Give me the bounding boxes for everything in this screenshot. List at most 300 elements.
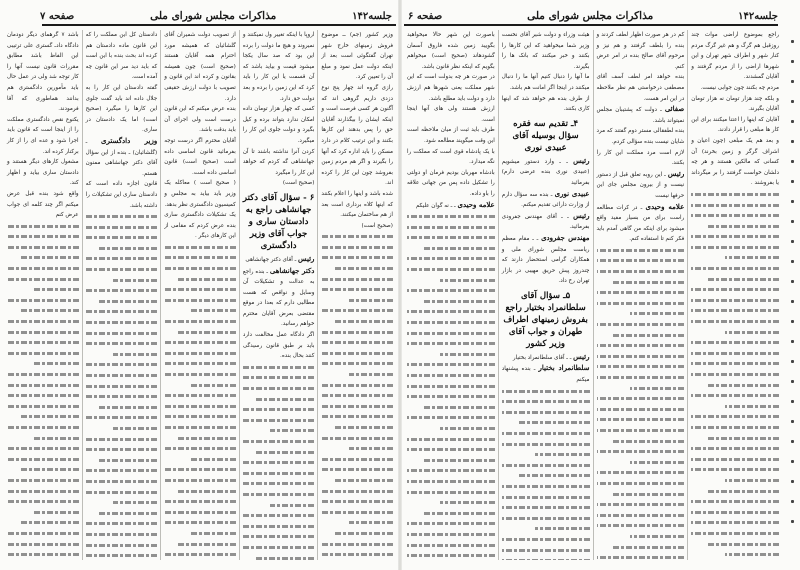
scanned-text-line bbox=[407, 455, 495, 466]
scanned-text-line bbox=[164, 433, 236, 444]
scanned-text-line bbox=[321, 305, 393, 316]
scanned-text-line bbox=[164, 528, 236, 539]
body-paragraph: هیئت وزراء و دولت شیر آقای نخست وزیر شما میخواهید که این کارها را بکنند و خبر میکنند که بانک ها را بگیرند. bbox=[501, 32, 590, 70]
scanned-text-line bbox=[86, 529, 158, 540]
scanned-text-line bbox=[407, 402, 495, 413]
body-paragraph: شده باشد و اینها را اعلام بکنند که اینها کلاه برداری است بعد از هم ساختمان میکنند. bbox=[321, 190, 393, 219]
scanned-text-line bbox=[597, 383, 685, 394]
scanned-text-line bbox=[691, 305, 779, 316]
scanned-text-line bbox=[321, 348, 393, 359]
scanned-text-line bbox=[321, 390, 393, 401]
scanned-text-line bbox=[597, 446, 685, 457]
text-column bbox=[161, 30, 240, 560]
speech-text: دولت که پشتیبان مجلس نمیتواند باشد. bbox=[596, 107, 685, 124]
scanned-text-line bbox=[243, 468, 315, 479]
scanned-text-line bbox=[164, 305, 236, 316]
body-paragraph: بنده خواهد امر لطف آسف آقای مصطفی درخواستی هم نظر ملاحظه در این امر هست. bbox=[596, 74, 685, 102]
body-paragraph: اگر دادگاه عمل مخالفت دارد باید بر طبق قانون رسیدگی کنند بحال بنده. bbox=[242, 332, 315, 360]
scanned-text-line bbox=[164, 242, 236, 253]
scanned-text-line bbox=[7, 221, 79, 232]
scanned-text-line bbox=[164, 390, 236, 401]
scanned-text-line bbox=[597, 414, 685, 425]
speech-paragraph bbox=[243, 266, 315, 331]
scanned-text-line bbox=[502, 523, 590, 534]
scanned-text-line bbox=[7, 231, 79, 242]
scanned-text-line bbox=[321, 380, 393, 391]
scanned-text-line bbox=[407, 222, 495, 233]
scanned-text-line bbox=[164, 411, 236, 422]
scanned-text-line bbox=[597, 489, 685, 500]
scanned-text-line bbox=[164, 327, 236, 338]
scanned-text-line bbox=[7, 380, 79, 391]
speech-text: بنده پیشنهاد میکنم bbox=[501, 366, 590, 384]
scanned-text-line bbox=[164, 443, 236, 454]
scanned-text-line bbox=[164, 284, 236, 295]
scanned-text-line bbox=[243, 436, 315, 447]
speech-text: بنده راجع به عدالت و تشکیلات آن وسایل و نواقص که هست مطالبی دارم که بعدا در موقع مقتضی بعرض آقایان محترم خواهم رسانید. bbox=[242, 268, 315, 328]
section-heading: ۴ـ تقدیم سه فقره سؤال بوسیله آقای عبیدی نوری bbox=[512, 118, 579, 153]
scanned-text-line bbox=[7, 295, 79, 306]
speech-text: آقای دکتر جهانشاهی bbox=[245, 256, 293, 263]
body-paragraph: بنده عرض میکنم که این قانون درست است ولی اجرای آن باید بدقت باشد. bbox=[164, 106, 236, 134]
scanned-text-line bbox=[86, 285, 158, 296]
scanned-text-line bbox=[597, 308, 685, 319]
scanned-text-line bbox=[691, 549, 779, 560]
scanned-text-line bbox=[597, 372, 685, 383]
scanned-text-line bbox=[7, 252, 79, 263]
page-header bbox=[40, 6, 392, 22]
scanned-text-line bbox=[243, 383, 315, 394]
body-paragraph: گفته دادستان این کار را به جلال داده اند باید گفت جلوی این کارها را میگیرد (صحیح است) اما یک دادستان در ساری. bbox=[85, 84, 158, 134]
body-paragraph: واقع شود بنده قبل عرض میکنم اگر چند کلمه ای جواب عرض کنم bbox=[7, 190, 79, 219]
scanned-text-line bbox=[407, 328, 495, 339]
body-paragraph: بادشاه مهربان بودیم فرمان او دولتی را تشکیل داده پس من جهانی علاقه را باو داده. bbox=[407, 169, 495, 197]
text-columns bbox=[4, 30, 396, 560]
scanned-text-line bbox=[243, 553, 315, 560]
speaker-separator: ـ bbox=[530, 366, 539, 373]
scanned-text-line bbox=[321, 528, 393, 539]
scanned-text-line bbox=[691, 316, 779, 327]
scanned-text-line bbox=[597, 255, 685, 266]
scanned-text-line bbox=[502, 417, 590, 428]
scanned-text-line bbox=[321, 242, 393, 253]
speaker-name: عبیدی نوری bbox=[554, 188, 590, 198]
text-column bbox=[688, 30, 782, 560]
body-paragraph: بنده لطفقالی مستر دوم گفتند که مرد شایان نیست بنده سؤالی کردم. bbox=[596, 128, 685, 145]
session-label: جلسه۱۴۲ bbox=[352, 11, 392, 22]
scanned-text-line bbox=[86, 359, 158, 370]
body-paragraph: و بلکه چند هزار تومان نه هزار تومان آقایان بگیرند. bbox=[691, 95, 779, 113]
section-heading: ۵ـ سؤال آقای سلطانمراد بختیار راجع بفروش زمینهای اطراف طهران و جواب آقای وزیر کشور bbox=[503, 290, 588, 349]
scanned-text-line bbox=[691, 539, 779, 550]
speaker-name: صفائی bbox=[664, 104, 685, 114]
scanned-text-line bbox=[407, 529, 495, 540]
session-label: جلسه۱۴۲ bbox=[738, 11, 778, 22]
speech-text: ـ آقای مهندس جفرودی بفرمائید. bbox=[501, 213, 590, 231]
scanned-text-line bbox=[243, 478, 315, 489]
speaker-name: سلطانمراد بختیار bbox=[538, 363, 590, 373]
scanned-text-line bbox=[86, 465, 158, 476]
body-paragraph: یک تشکیلات دادگستری ساری بنده عرض کردم که مقامی از این کارهای دیگر . bbox=[164, 212, 236, 240]
scanned-text-line bbox=[243, 425, 315, 436]
page-header bbox=[408, 6, 778, 22]
speaker-separator: ـ bbox=[637, 204, 646, 211]
scanned-text-line bbox=[691, 464, 779, 475]
body-paragraph: از تصویب دولت شمیران آقای گلشائیان که همیشه مورد احترام همه آقایان هستند (صحیح است) چون همیشه بقانون و کرده اند این قانون و تصویب با دولت ارزش حقیقی دارد. bbox=[164, 32, 236, 102]
scanned-text-line bbox=[321, 433, 393, 444]
scanned-text-line bbox=[86, 518, 158, 529]
scanned-text-line bbox=[243, 489, 315, 500]
scanned-text-line bbox=[691, 263, 779, 274]
scanned-text-line bbox=[164, 517, 236, 528]
scanned-text-line bbox=[691, 358, 779, 369]
scanned-text-line bbox=[164, 422, 236, 433]
scanned-text-line bbox=[164, 464, 236, 475]
speaker-separator: ـ bbox=[656, 107, 665, 114]
binding-edge-marks bbox=[788, 40, 794, 550]
scanned-text-line bbox=[86, 370, 158, 381]
scanned-text-line bbox=[321, 507, 393, 518]
body-paragraph: وزیر کشور (جم) ــ موضوع فروش زمینهای خارج شهر تهران گفتگوئی است بعد از اینکه دولت عمل نمود و مبلغ آن را تعیین کرد. bbox=[321, 32, 393, 81]
scanned-text-line bbox=[86, 444, 158, 455]
speech-paragraph bbox=[597, 104, 685, 126]
body-paragraph: طرف باید ثبت از میان ملاحظه است این وقت میگویند مطالعه شود. bbox=[407, 127, 495, 144]
body-paragraph: کم در هر صورت اظهار لطف کردند و بنده را بلطف گرفتند و هم نیز و مرحوم آقای صالح بنده در امر عرض کنم. bbox=[596, 32, 685, 70]
scanned-text-line bbox=[502, 545, 590, 556]
header-rule bbox=[404, 24, 778, 26]
speech-text: ـ مقام معظم ریاست مجلس شورای ملی و همکاران گرامی استحضار دارند که چندروز پیش حریق مهیبی در بازار تهران رخ داد. bbox=[501, 235, 590, 285]
speech-paragraph bbox=[243, 254, 315, 266]
scanned-text-line bbox=[7, 242, 79, 253]
scanned-text-line bbox=[7, 528, 79, 539]
speech-text: این روبه تعلق قبل از دستور نیست و از بیرون مجلس جای این حرفها نیست bbox=[596, 171, 685, 199]
text-columns bbox=[404, 30, 782, 560]
scanned-text-line bbox=[597, 287, 685, 298]
scanned-text-line bbox=[86, 550, 158, 560]
scanned-text-line bbox=[7, 305, 79, 316]
speaker-separator: ـ bbox=[85, 138, 102, 145]
scanned-text-line bbox=[321, 263, 393, 274]
scanned-text-line bbox=[407, 540, 495, 551]
speaker-name: علامه وحیدی bbox=[457, 199, 495, 209]
speaker-separator: ـ bbox=[560, 158, 574, 165]
scanned-text-line bbox=[86, 540, 158, 551]
text-column bbox=[240, 30, 319, 560]
scanned-text-line bbox=[321, 454, 393, 465]
text-column bbox=[318, 30, 396, 560]
body-paragraph: آقایان محترم اگر درست توجه بفرمائید قانون اساسی داده است (صحیح است) قانون اساسی داده است. bbox=[164, 137, 236, 176]
scanned-text-line bbox=[407, 434, 495, 445]
scanned-text-line bbox=[597, 266, 685, 277]
text-column bbox=[4, 30, 83, 560]
scanned-text-line bbox=[164, 539, 236, 550]
scanned-text-line bbox=[321, 358, 393, 369]
scanned-text-line bbox=[86, 232, 158, 243]
scanned-text-line bbox=[597, 361, 685, 372]
scanned-text-line bbox=[321, 295, 393, 306]
speaker-name: رئیس bbox=[573, 210, 590, 220]
scanned-text-line bbox=[321, 517, 393, 528]
scanned-text-line bbox=[7, 433, 79, 444]
scanned-text-line bbox=[164, 549, 236, 560]
scanned-text-line bbox=[502, 470, 590, 481]
scanned-text-line bbox=[321, 486, 393, 497]
scanned-text-line bbox=[7, 327, 79, 338]
body-paragraph: دادستان کل این مملکت را که این قانون ماده دادستان هم کرده اند بحث بنده با این است که باید دید سر این قانون چه آمده است. bbox=[85, 32, 158, 81]
speaker-name: رئیس bbox=[298, 253, 315, 263]
scanned-text-line bbox=[164, 496, 236, 507]
scanned-text-line bbox=[691, 443, 779, 454]
scanned-text-line bbox=[7, 454, 79, 465]
scanned-text-line bbox=[7, 539, 79, 550]
speaker-name: مهندس جفرودی bbox=[541, 232, 590, 242]
scanned-text-line bbox=[691, 284, 779, 295]
speaker-name: دکتر جهانشاهی bbox=[269, 265, 315, 275]
scanned-text-line bbox=[86, 476, 158, 487]
scanned-text-line bbox=[86, 455, 158, 466]
body-paragraph: مشغول کارهای دیگر هستند و دادستان ساری بیاید و اظهار کند. bbox=[7, 159, 79, 187]
scanned-text-line bbox=[691, 380, 779, 391]
speech-paragraph bbox=[407, 200, 495, 212]
speech-text: ـ وارد دستور میشویم (عبیدی نوری بنده عرضی دارم) بفرمائید bbox=[501, 158, 590, 186]
scanned-text-line bbox=[86, 412, 158, 423]
scanned-text-line bbox=[7, 486, 79, 497]
scanned-text-line bbox=[407, 497, 495, 508]
scanned-text-line bbox=[407, 381, 495, 392]
scanned-text-line bbox=[691, 210, 779, 221]
scanned-text-line bbox=[502, 513, 590, 524]
scanned-text-line bbox=[321, 274, 393, 285]
scanned-text-line bbox=[691, 454, 779, 465]
scanned-text-line bbox=[7, 475, 79, 486]
scanned-text-line bbox=[407, 296, 495, 307]
speaker-separator: ـ bbox=[264, 268, 270, 275]
scanned-text-line bbox=[164, 401, 236, 412]
scanned-text-line bbox=[597, 404, 685, 415]
scanned-text-line bbox=[597, 436, 685, 447]
scanned-text-line bbox=[407, 508, 495, 519]
scanned-text-line bbox=[86, 381, 158, 392]
scanned-text-line bbox=[86, 402, 158, 413]
scanned-text-line bbox=[164, 263, 236, 274]
scanned-text-line bbox=[407, 275, 495, 286]
body-paragraph: (صحیح است) bbox=[361, 222, 393, 229]
scanned-text-line bbox=[407, 317, 495, 328]
speech-text: در کرات مطالعه راست برای من بسیار مفید واقع میشود برای اینکه من گاهی آمدم باید فکر کنم تا استفاده کنم. bbox=[596, 204, 685, 243]
scanned-text-line bbox=[597, 340, 685, 351]
scanned-text-line bbox=[86, 253, 158, 264]
scanned-text-line bbox=[407, 232, 495, 243]
scanned-text-line bbox=[407, 253, 495, 264]
scanned-text-line bbox=[502, 428, 590, 439]
scanned-text-line bbox=[691, 517, 779, 528]
scanned-text-line bbox=[407, 412, 495, 423]
speech-paragraph bbox=[502, 189, 590, 211]
body-paragraph: آقایان که اینها را اعتنا میکنند برای این کار ها مبلغی را قرار دادند. bbox=[691, 116, 779, 134]
text-column bbox=[594, 30, 689, 560]
scanned-text-line bbox=[321, 496, 393, 507]
scanned-text-line bbox=[86, 243, 158, 254]
scanned-text-line bbox=[164, 486, 236, 497]
speech-paragraph bbox=[597, 202, 685, 245]
scanned-text-line bbox=[691, 433, 779, 444]
speaker-name: رئیس bbox=[573, 155, 590, 165]
scanned-text-line bbox=[407, 285, 495, 296]
scanned-text-line bbox=[243, 521, 315, 532]
scanned-text-line bbox=[597, 393, 685, 404]
speech-paragraph bbox=[597, 169, 685, 202]
scanned-text-line bbox=[321, 401, 393, 412]
body-paragraph: از طرف بنده هم خواهد شد که اینها کاری بکنند. bbox=[501, 95, 590, 113]
scanned-text-line bbox=[597, 478, 685, 489]
body-paragraph: قانون اجازه داده است که دادستان ساری این تشکیلات را داشته باشد. bbox=[85, 181, 158, 209]
scanned-text-line bbox=[321, 422, 393, 433]
text-column bbox=[499, 30, 594, 560]
scanned-text-line bbox=[502, 502, 590, 513]
scanned-text-line bbox=[243, 531, 315, 542]
body-paragraph: مردم چه بکنند چون جوابی نیست. bbox=[700, 84, 779, 91]
speech-paragraph bbox=[502, 352, 590, 364]
body-paragraph: ما آنها را دنبال کنیم آنها ما را دنبال میکنند در اینجا اگر امانت هم باشد. bbox=[501, 74, 590, 91]
scanned-text-line bbox=[691, 422, 779, 433]
scanned-text-line bbox=[691, 390, 779, 401]
scanned-text-line bbox=[243, 457, 315, 468]
speaker-name: وزیر دادگستری bbox=[101, 135, 158, 145]
body-paragraph: یکنوع نقص دادگستری مملکت را از اینجا است که قانون باید اجرا شود و عده ای را از کار برکنار کرده اند. bbox=[7, 116, 79, 155]
scanned-text-line bbox=[691, 189, 779, 200]
scanned-text-line bbox=[86, 434, 158, 445]
body-paragraph: در صورت هر چه بدولت است که این شهر مملکت یعنی شهرها هم ارزش دارد و دولت باید مطلع باشد. bbox=[407, 74, 495, 102]
body-paragraph: ( صحیح است ) معاکله یک وزیر باید بیاید به مجلس و کمیسیون دادگستری نظر بدهد. bbox=[164, 180, 236, 208]
scanned-text-line bbox=[164, 358, 236, 369]
speech-text: (گلشائیان) ـ بنده از این سؤال آقای دکتر جهانشاهی ممنون هستم. bbox=[85, 149, 158, 177]
body-paragraph: (صحیح است) bbox=[282, 180, 315, 187]
speaker-name: رئیس bbox=[667, 168, 685, 178]
speaker-separator: ـ bbox=[567, 354, 574, 361]
scanned-text-line bbox=[243, 415, 315, 426]
body-paragraph: ارزش هستند ولی های آنها اینجا است. bbox=[407, 106, 495, 123]
body-paragraph: راجع بموضوع اراضی موات چند روزقبل هم گرگ و هم غیر گرگ مردم کنار شهر و اطراف شهر تهران و این شهرها اراضی را از مردم گرفتند و آقایان گمشدند. bbox=[691, 32, 779, 81]
scanned-text-line bbox=[691, 401, 779, 412]
section-heading: ۶ - سؤال آقای دکتر جهانشاهی راجع به دادستان ساری و جواب آقای وزیر دادگستری bbox=[242, 192, 315, 251]
scanned-text-line bbox=[7, 369, 79, 380]
scanned-text-line bbox=[691, 274, 779, 285]
scanned-text-line bbox=[86, 338, 158, 349]
scanned-text-line bbox=[407, 243, 495, 254]
speaker-separator: ـ bbox=[562, 213, 574, 220]
scanned-text-line bbox=[86, 306, 158, 317]
scanned-text-line bbox=[7, 274, 79, 285]
scanned-text-line bbox=[7, 263, 79, 274]
scanned-text-line bbox=[597, 277, 685, 288]
scanned-text-line bbox=[407, 465, 495, 476]
scanned-text-line bbox=[597, 351, 685, 362]
scanned-text-line bbox=[7, 549, 79, 560]
speech-paragraph bbox=[502, 156, 590, 189]
scanned-text-line bbox=[691, 327, 779, 338]
scanned-text-line bbox=[502, 481, 590, 492]
scanned-text-line bbox=[243, 404, 315, 415]
scanned-text-line bbox=[597, 245, 685, 256]
scanned-text-line bbox=[321, 284, 393, 295]
scanned-text-line bbox=[7, 348, 79, 359]
scanned-text-line bbox=[7, 443, 79, 454]
scanned-text-line bbox=[7, 284, 79, 295]
scanned-text-line bbox=[597, 531, 685, 542]
scanned-text-line bbox=[691, 252, 779, 263]
scanned-text-line bbox=[597, 542, 685, 553]
scanned-text-line bbox=[86, 497, 158, 508]
scanned-text-line bbox=[407, 391, 495, 402]
scanned-text-line bbox=[86, 328, 158, 339]
publication-title: مذاکرات مجلس شورای ملی bbox=[527, 10, 654, 22]
body-paragraph: اروپا با اینکه تغییر ول نمیکنند و نمیروند و هیچ ما دولت را برده این بود که صد سال یکجا میشود قیمت و بیاید باشد که آن قسمت یا این کار را باید کرد که این زمین را برده و بعد دولت حق دارد. bbox=[242, 32, 315, 102]
scanned-text-line bbox=[86, 211, 158, 222]
scanned-text-line bbox=[691, 528, 779, 539]
scanned-text-line bbox=[691, 486, 779, 497]
scanned-text-line bbox=[691, 221, 779, 232]
scanned-text-line bbox=[597, 457, 685, 468]
scanned-text-line bbox=[597, 510, 685, 521]
scanned-text-line bbox=[691, 337, 779, 348]
scanned-text-line bbox=[502, 386, 590, 397]
speech-paragraph bbox=[502, 233, 590, 287]
scanned-text-line bbox=[7, 422, 79, 433]
scanned-text-line bbox=[321, 411, 393, 422]
body-paragraph: با یک پادشاه قوی است که مملکت را نگه میدارد. bbox=[407, 148, 495, 166]
scanned-text-line bbox=[407, 349, 495, 360]
scanned-text-line bbox=[86, 296, 158, 307]
scanned-text-line bbox=[502, 396, 590, 407]
scanned-text-line bbox=[86, 275, 158, 286]
scanned-text-line bbox=[243, 510, 315, 521]
scanned-text-line bbox=[597, 330, 685, 341]
scanned-text-line bbox=[86, 222, 158, 233]
scanned-text-line bbox=[86, 349, 158, 360]
scanned-text-line bbox=[7, 358, 79, 369]
scanned-text-line bbox=[86, 317, 158, 328]
page-number: صفحه ۶ bbox=[408, 11, 443, 22]
body-paragraph: رازی گروه اند چهار پنج نوع دزدی داریم گروهی اند که آگنون هر کسی فرصت است و اینکه ایشان را بیگذارند آقایان حق را پس بدهند این کارها بکنند و این ترتیب کلام در دارد مسکن را باید اداره کرد که آنها را بگیرند و اگر هم مردم زمین بفروشد چون این کار را کرده اند. bbox=[321, 84, 393, 187]
scanned-text-line bbox=[243, 372, 315, 383]
scanned-text-line bbox=[691, 295, 779, 306]
publication-title: مذاکرات مجلس شورای ملی bbox=[150, 10, 277, 22]
scanned-text-line bbox=[597, 467, 685, 478]
scanned-text-line bbox=[502, 460, 590, 471]
speech-paragraph bbox=[502, 363, 590, 385]
scanned-text-line bbox=[7, 337, 79, 348]
scanned-text-line bbox=[164, 475, 236, 486]
scanned-text-line bbox=[407, 211, 495, 222]
scanned-text-line bbox=[86, 508, 158, 519]
text-column bbox=[404, 30, 499, 560]
body-paragraph: کسی که چهار هزار تومان داده امکان ندارد بتواند برده و کیل بگیرد و دولت جلوی این کار را میگیرد. bbox=[242, 106, 315, 144]
scanned-text-line bbox=[691, 242, 779, 253]
scanned-text-line bbox=[691, 200, 779, 211]
speech-text: بنده سه سؤال دارم از وزارت دارائی تقدیم میکنم. bbox=[501, 191, 590, 209]
scanned-text-line bbox=[321, 316, 393, 327]
speaker-name: علامه وحیدی bbox=[645, 201, 685, 211]
scanned-text-line bbox=[164, 316, 236, 327]
scanned-text-line bbox=[691, 507, 779, 518]
scanned-text-line bbox=[86, 391, 158, 402]
body-paragraph: و بعد هم یک مبلغی (چون اعیان و اشراف گرگر و زمین بخرند) آن کسانی که مالکین هستند و هر چه دلشان خواست گرفتند را بر میگرداند یا بفروشند . bbox=[691, 137, 779, 187]
scanned-text-line bbox=[164, 369, 236, 380]
scanned-text-line bbox=[164, 252, 236, 263]
scanned-text-line bbox=[243, 447, 315, 458]
scanned-text-line bbox=[407, 487, 495, 498]
scanned-text-line bbox=[7, 401, 79, 412]
